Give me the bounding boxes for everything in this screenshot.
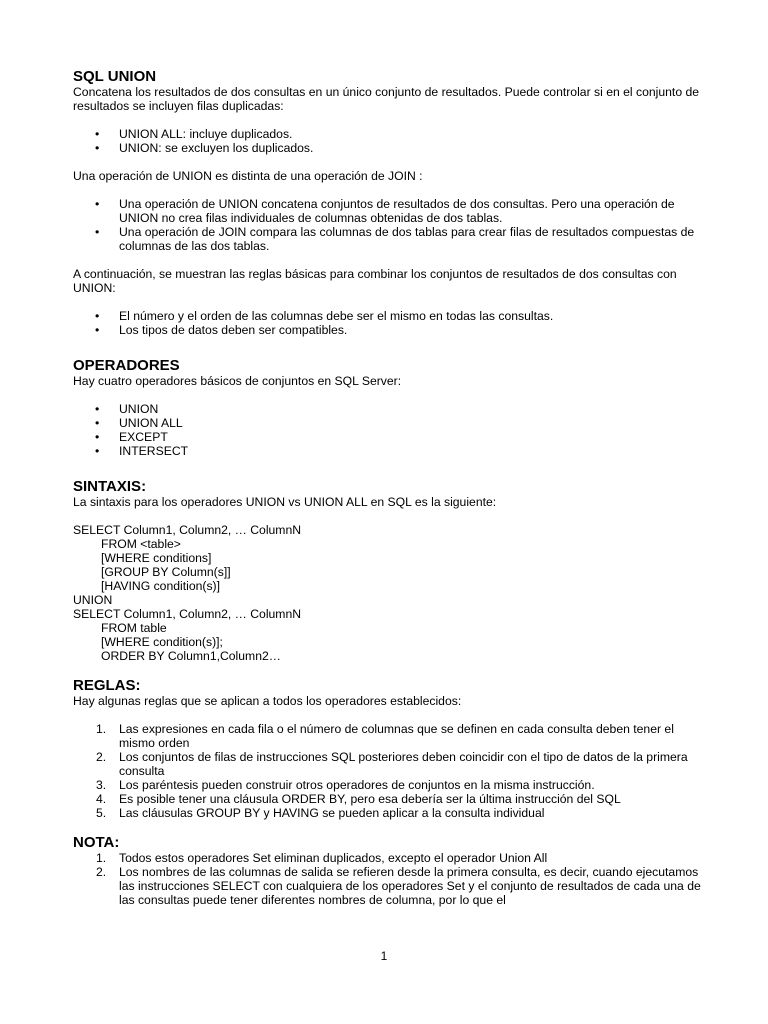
list-item: • UNION: [73, 402, 703, 416]
sintaxis-intro: La sintaxis para los operadores UNION vs UNION ALL en SQL es la siguiente:: [73, 495, 497, 509]
list-number: 2.: [96, 865, 107, 879]
union-bullet-list: [73, 127, 703, 155]
code-line: FROM table: [101, 621, 167, 635]
heading-reglas: REGLAS:: [73, 677, 141, 694]
list-item: [73, 851, 703, 865]
list-item-text: Las expresiones en cada fila o el número de columnas que se definen en cada consulta deben tener el mismo orden: [119, 722, 674, 750]
list-number: 3.: [96, 778, 107, 792]
heading-nota: NOTA:: [73, 834, 120, 851]
list-number: 1.: [96, 722, 107, 736]
code-line: SELECT Column1, Column2, … ColumnN: [73, 523, 302, 537]
list-item: • UNION: se excluyen los duplicados.: [73, 141, 703, 155]
code-line: FROM <table>: [101, 537, 181, 551]
heading-sql-union: SQL UNION: [73, 68, 157, 85]
list-item: [73, 722, 703, 750]
list-item-text: Los conjuntos de filas de instrucciones SQL posteriores deben coincidir con el tipo de datos de la primera consulta: [119, 750, 688, 778]
list-item: • EXCEPT: [73, 430, 703, 444]
code-line: [WHERE conditions]: [101, 551, 212, 565]
union-intro: Concatena los resultados de dos consultas en un único conjunto de resultados. Puede controlar si en el conjunto de resultados se incluyen filas duplicadas:: [73, 85, 700, 113]
list-item: • Los tipos de datos deben ser compatibles.: [73, 323, 703, 337]
code-line: SELECT Column1, Column2, … ColumnN: [73, 607, 302, 621]
list-item: • Una operación de UNION concatena conjuntos de resultados de dos consultas. Pero una operación de UNION no crea filas individuales de columnas obtenidas de dos tablas.: [73, 197, 703, 225]
page-number: 1: [380, 949, 388, 963]
rules-intro: A continuación, se muestran las reglas básicas para combinar los conjuntos de resultados de dos consultas con UNION:: [73, 267, 677, 295]
list-number: 2.: [96, 750, 107, 764]
operadores-list: [73, 402, 703, 458]
list-item-text: Los nombres de las columnas de salida se refieren desde la primera consulta, es decir, cuando ejecutamos las instrucciones SELECT con cualquiera de los operadores Set y el conjunto de resultados de cada una de las consultas puede tener diferentes nombres de columna, por lo que el: [119, 865, 701, 907]
list-item: • El número y el orden de las columnas debe ser el mismo en todas las consultas.: [73, 309, 703, 323]
nota-list: [73, 851, 703, 907]
list-item: [73, 778, 703, 792]
reglas-intro: Hay algunas reglas que se aplican a todos los operadores establecidos:: [73, 694, 462, 708]
code-line: [HAVING condition(s)]: [101, 579, 220, 593]
join-intro: Una operación de UNION es distinta de una operación de JOIN :: [73, 169, 423, 183]
code-line: ORDER BY Column1,Column2…: [101, 649, 281, 663]
reglas-list: [73, 722, 703, 820]
operadores-intro: Hay cuatro operadores básicos de conjuntos en SQL Server:: [73, 374, 402, 388]
heading-sintaxis: SINTAXIS:: [73, 478, 147, 495]
list-item-text: Las cláusulas GROUP BY y HAVING se pueden aplicar a la consulta individual: [119, 806, 545, 820]
syntax-block: [73, 523, 703, 663]
heading-operadores: OPERADORES: [73, 357, 180, 374]
list-item: • INTERSECT: [73, 444, 703, 458]
list-item-text: Todos estos operadores Set eliminan duplicados, excepto el operador Union All: [119, 851, 548, 865]
code-line: UNION: [73, 593, 113, 607]
list-item: [73, 806, 703, 820]
list-item-text: Es posible tener una cláusula ORDER BY, pero esa debería ser la última instrucción del SQL: [119, 792, 621, 806]
list-item: • UNION ALL: [73, 416, 703, 430]
list-item-text: Los paréntesis pueden construir otros operadores de conjuntos en la misma instrucción.: [119, 778, 595, 792]
list-number: 5.: [96, 806, 107, 820]
list-item: • UNION ALL: incluye duplicados.: [73, 127, 703, 141]
list-number: 1.: [96, 851, 107, 865]
list-item: [73, 750, 703, 778]
document-page: [73, 68, 703, 907]
code-line: [GROUP BY Column(s]]: [101, 565, 231, 579]
list-number: 4.: [96, 792, 107, 806]
code-line: [WHERE condition(s)];: [101, 635, 223, 649]
list-item: [73, 792, 703, 806]
rules-bullet-list: [73, 309, 703, 337]
list-item: [73, 865, 703, 907]
list-item: • Una operación de JOIN compara las columnas de dos tablas para crear filas de resultados compuestas de columnas de las dos tablas.: [73, 225, 703, 253]
join-bullet-list: [73, 197, 703, 253]
